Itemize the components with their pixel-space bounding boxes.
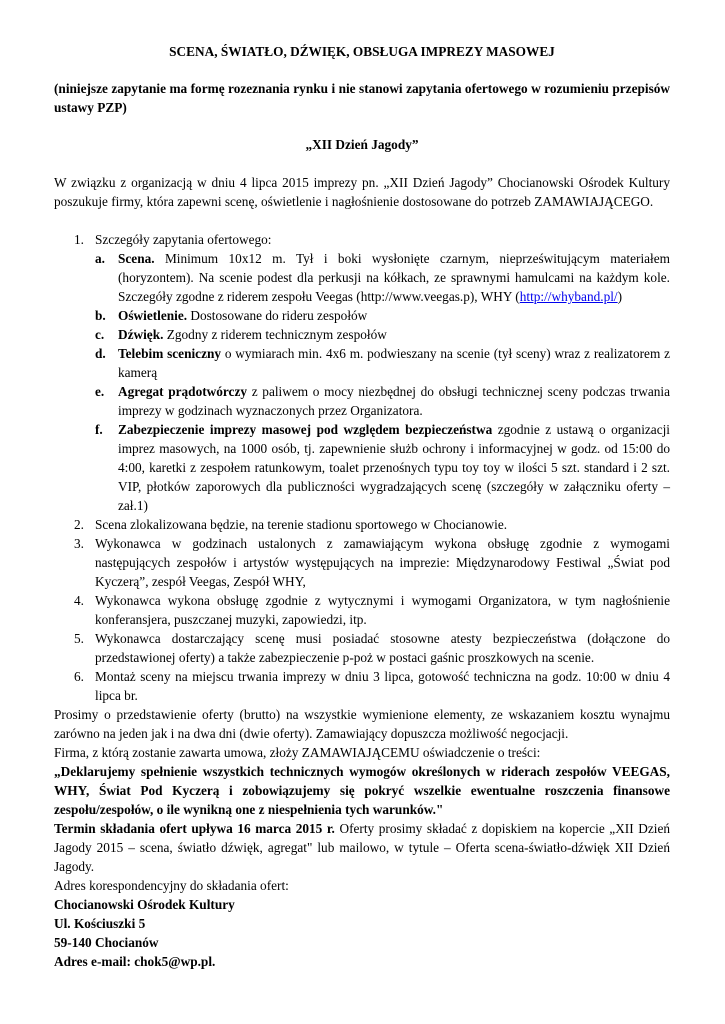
list-item — [54, 230, 670, 515]
sub-item-text: Minimum 10x12 m. Tył i boki wysłonięte czarnym, nieprześwitującym materiałem (horyzontem). Na scenie podest dla perkusji na kółkach, ze sprawnymi hamulcami na każdym kole. Szczegóły zgodne z riderem zespołu Veegas (http://www.veegas.p), WHY ( — [118, 251, 670, 304]
sub-letter: b. — [95, 308, 106, 323]
sub-item-text: z paliwem o mocy niezbędnej do obsługi technicznej sceny podczas trwania imprezy w godzinach wyznaczonych przez Organizatora. — [118, 384, 670, 418]
offer-request: Prosimy o przedstawienie oferty (brutto) na wszystkie wymienione elementy, ze wskazaniem kosztu wynajmu zarówno na jeden jak i na dwa dni (dwie oferty). Zamawiający dopuszcza możliwość negocjacji. — [54, 707, 670, 741]
address-intro: Adres korespondencyjny do składania ofert: — [54, 878, 289, 893]
sub-letter: d. — [95, 346, 106, 361]
document-title: SCENA, ŚWIATŁO, DŹWIĘK, OBSŁUGA IMPREZY MASOWEJ — [169, 44, 555, 59]
sub-item-oswietlenie — [95, 306, 670, 325]
address-name-bold: Chocianowski Ośrodek Kultury — [54, 897, 235, 912]
sub-item-text-end: ) — [617, 289, 623, 304]
sub-letter: f. — [95, 422, 103, 437]
sub-letter: c. — [95, 327, 105, 342]
deadline-rest: Oferty prosimy składać z dopiskiem na kopercie „XII Dzień Jagody 2015 – scena, światło dźwięk, agregat" lub mailowo, w tytule – Oferta scena-światło-dźwięk XII Dzień Jagody. — [54, 821, 670, 874]
sub-item-dzwiek — [95, 325, 670, 344]
sub-letter: e. — [95, 384, 105, 399]
list-number: 6. — [74, 669, 84, 684]
intro-paragraph: W związku z organizacją w dniu 4 lipca 2015 imprezy pn. „XII Dzień Jagody” Chocianowski Ośrodek Kultury poszukuje firmy, która zapewni scenę, oświetlenie i nagłośnienie dostosowane do potrzeb ZAMAWIAJĄCEGO. — [54, 175, 670, 209]
list-number: 3. — [74, 536, 84, 551]
list-number: 5. — [74, 631, 84, 646]
address-street — [54, 914, 670, 933]
event-title: „XII Dzień Jagody” — [305, 137, 419, 152]
disclaimer-note: (niniejsze zapytanie ma formę rozeznania rynku i nie stanowi zapytania ofertowego w rozumieniu przepisów ustawy PZP) — [54, 81, 670, 115]
sub-letter: a. — [95, 251, 105, 266]
list-item-text: Wykonawca dostarczający scenę musi posiadać stosowne atesty bezpieczeństwa (dołączone do przedstawionej oferty) a także zabezpieczenie p-poż w postaci gaśnic proszkowych na scenie. — [95, 631, 670, 665]
declaration-bold: „Deklarujemy spełnienie wszystkich technicznych wymogów określonych w riderach zespołów VEEGAS, WHY, Świat Pod Kyczerą i zobowiązujemy się pokryć wszelkie ewentualne roszczenia finansowe zespołu/zespołów, o ile wynikną one z niespełnienia tych warunków." — [54, 764, 670, 817]
document-page — [54, 32, 670, 971]
sub-item-agregat — [95, 382, 670, 420]
sub-item-text: Zgodny z riderem technicznym zespołów — [163, 327, 387, 342]
list-item-text: Scena zlokalizowana będzie, na terenie stadionu sportowego w Chocianowie. — [95, 517, 508, 532]
sub-item-label: Scena. — [118, 251, 155, 266]
sub-item-text: o wymiarach min. 4x6 m. podwieszany na scenie (tył sceny) wraz z realizatorem z kamerą — [118, 346, 670, 380]
sub-item-label: Oświetlenie. — [118, 308, 188, 323]
list-item — [54, 629, 670, 667]
list-item-text: Montaż sceny na miejscu trwania imprezy w dniu 3 lipca, gotowość techniczna na godz. 10:00 w dniu 4 lipca br. — [95, 669, 670, 703]
address-city-bold: 59-140 Chocianów — [54, 935, 159, 950]
list-item — [54, 667, 670, 705]
requirements-list — [54, 230, 670, 705]
sub-item-label: Zabezpieczenie imprezy masowej pod względem bezpieczeństwa — [118, 422, 493, 437]
list-item — [54, 591, 670, 629]
list-item — [54, 534, 670, 591]
contract-intro: Firma, z którą zostanie zawarta umowa, złoży ZAMAWIAJĄCEMU oświadczenie o treści: — [54, 745, 541, 760]
whyband-link[interactable]: http://whyband.pl/ — [519, 289, 618, 304]
list-item-text: Wykonawca wykona obsługę zgodnie z wytycznymi i wymogami Organizatora, w tym nagłośnienie konferansjera, puszczanej muzyki, zapowiedzi, itp. — [95, 593, 670, 627]
address-street-bold: Ul. Kościuszki 5 — [54, 916, 146, 931]
list-number: 2. — [74, 517, 84, 532]
list-item — [54, 515, 670, 534]
list-item-text: Wykonawca w godzinach ustalonych z zamawiającym wykona obsługę zgodnie z wymogami następujących zespołów i artystów występujących na imprezie: Międzynarodowy Festiwal „Świat pod Kyczerą”, zespół Veegas, Zespół WHY, — [95, 536, 670, 589]
sub-item-label: Telebim sceniczny — [118, 346, 222, 361]
address-city — [54, 933, 670, 952]
address-name — [54, 895, 670, 914]
list-number: 1. — [74, 232, 84, 247]
deadline-bold: Termin składania ofert upływa 16 marca 2015 r. — [54, 821, 335, 836]
sub-item-label: Agregat prądotwórczy — [118, 384, 248, 399]
sub-item-zabezpieczenie — [95, 420, 670, 515]
address-email — [54, 952, 670, 971]
list-item-text: Szczegóły zapytania ofertowego: — [95, 232, 272, 247]
sub-item-telebim — [95, 344, 670, 382]
sub-item-label: Dźwięk. — [118, 327, 164, 342]
sub-item-text: zgodnie z ustawą o organizacji imprez masowych, na 1000 osób, tj. zapewnienie służb ochrony i informacyjnej w godz. od 15:00 do 4:00, karetki z zespołem ratunkowym, toalet przenośnych typu toy toy w ilości 5 szt. standard i 2 szt. VIP, płotków zaporowych dla publiczności wygradzających scenę (szczegóły w załączniku oferty – zał.1) — [118, 422, 670, 513]
list-number: 4. — [74, 593, 84, 608]
declaration-text — [54, 762, 670, 819]
sub-item-scena — [95, 249, 670, 306]
sub-item-text: Dostosowane do rideru zespołów — [187, 308, 368, 323]
deadline-paragraph — [54, 819, 670, 876]
sub-list — [95, 249, 670, 515]
address-email-bold: Adres e-mail: chok5@wp.pl. — [54, 954, 216, 969]
